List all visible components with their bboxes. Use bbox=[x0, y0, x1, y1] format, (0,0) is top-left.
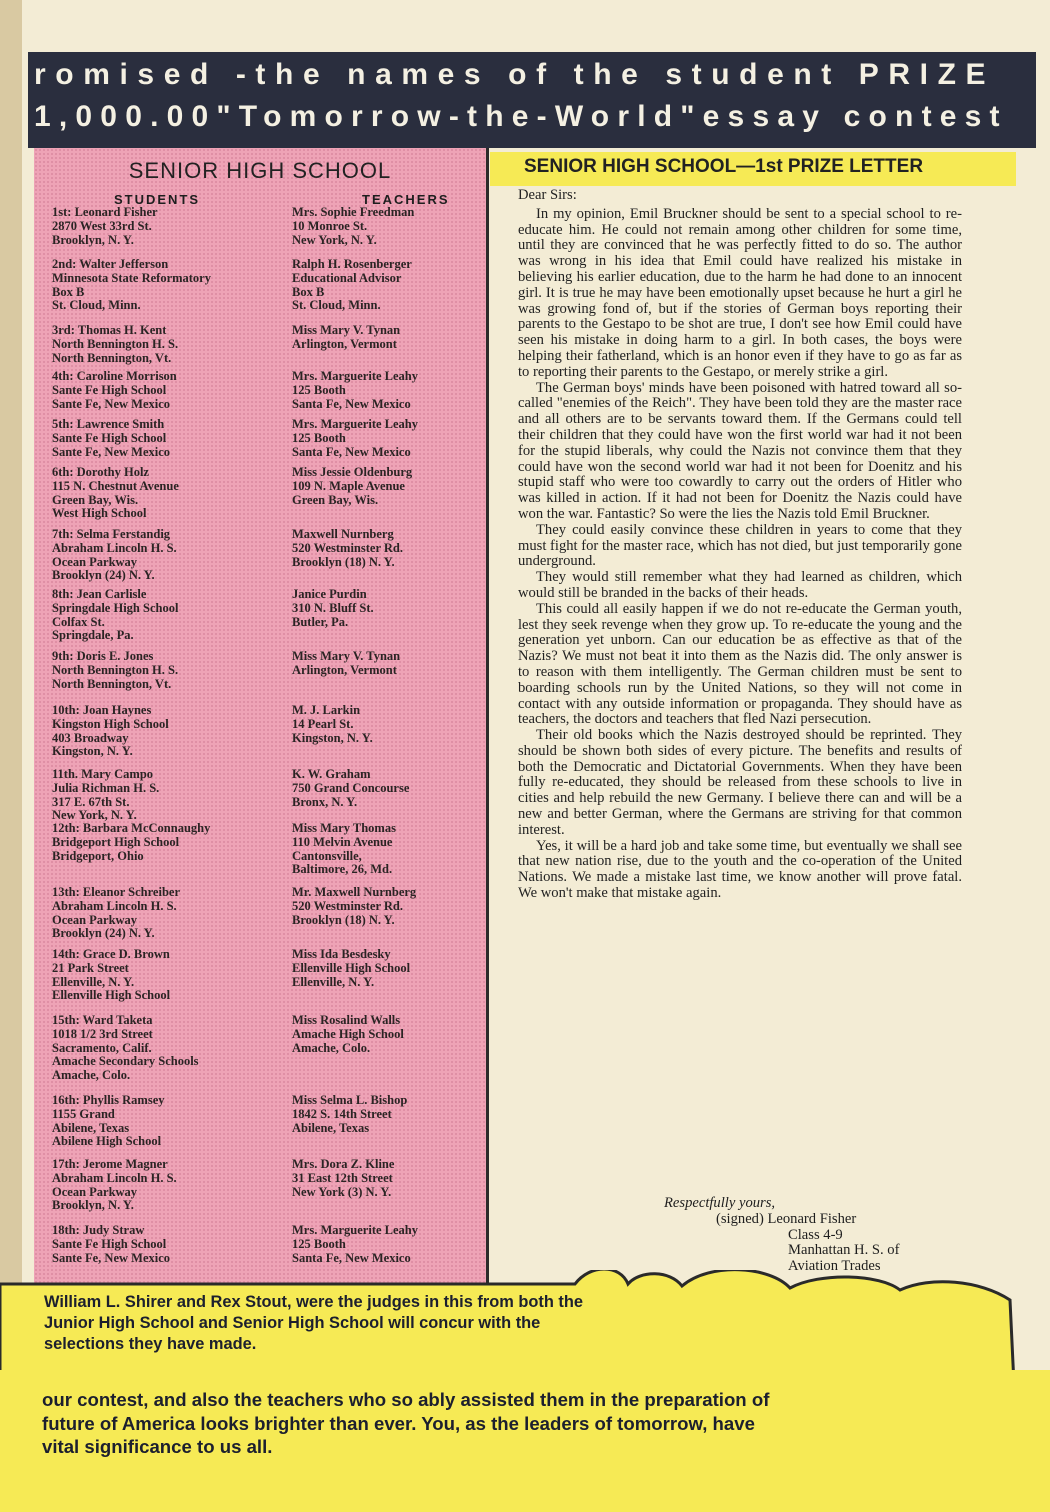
teacher-entry: Miss Selma L. Bishop 1842 S. 14th Street Abilene, Texas bbox=[292, 1093, 408, 1135]
teacher-entry: Miss Rosalind Walls Amache High School Amache, Colo. bbox=[292, 1013, 404, 1055]
letter-school-line-1: Manhattan H. S. of bbox=[788, 1242, 900, 1259]
student-entry: 5th: Lawrence Smith Sante Fe High School Sante Fe, New Mexico bbox=[52, 417, 171, 459]
student-entry: 2nd: Walter Jefferson Minnesota State Reformatory Box B St. Cloud, Minn. bbox=[52, 257, 211, 313]
letter-paragraph: This could all easily happen if we do not re-educate the German youth, lest they seek revenge when they grow up. To re-educate the young and the generation yet unborn. Can our education be as effective as that of the Nazis? We must not beat it into them as the Nazis did. The only answer is to reason with them intelligently. The German children must be sent to boarding schools run by the United Nations, so they will not come in contact with any outside information or propaganda. They should have as teachers, the doctors and teachers that fled Nazi persecution. bbox=[518, 600, 962, 728]
teacher-entry: Mrs. Marguerite Leahy 125 Booth Santa Fe, New Mexico bbox=[292, 417, 419, 459]
letter-school-line-2: Aviation Trades bbox=[788, 1258, 881, 1275]
teacher-entry: Mrs. Marguerite Leahy 125 Booth Santa Fe, New Mexico bbox=[292, 369, 419, 411]
letter-closing: Respectfully yours, bbox=[664, 1195, 776, 1211]
letter-heading-band bbox=[490, 152, 1016, 186]
student-entry: 12th: Barbara McConnaughy Bridgeport High School Bridgeport, Ohio bbox=[52, 821, 211, 863]
closing-message-line-1: our contest, and also the teachers who so ably assisted them in the preparation of bbox=[42, 1389, 770, 1410]
letter-signed: (signed) Leonard Fisher bbox=[716, 1210, 857, 1227]
judges-note: William L. Shirer and Rex Stout, were the judges in this from both the Junior High School and Senior High School will concur with the selections they have made. bbox=[44, 1293, 583, 1353]
winners-panel-title: SENIOR HIGH SCHOOL bbox=[128, 158, 392, 183]
letter-paragraph: They could easily convince these children in years to come that they must fight for the master race, which has not died, but just temporarily gone underground. bbox=[518, 521, 962, 570]
student-entry: 10th: Joan Haynes Kingston High School 403 Broadway Kingston, N. Y. bbox=[52, 703, 169, 759]
student-entry: 18th: Judy Straw Sante Fe High School Sante Fe, New Mexico bbox=[52, 1223, 171, 1265]
student-entry: 11th. Mary Campo Julia Richman H. S. 317 E. 67th St. New York, N. Y. bbox=[52, 767, 160, 823]
closing-message-line-2: future of America looks brighter than ever. You, as the leaders of tomorrow, have bbox=[42, 1412, 755, 1434]
students-column-header: STUDENTS bbox=[114, 192, 201, 207]
teacher-entry: Miss Ida Besdesky Ellenville High School Ellenville, N. Y. bbox=[292, 947, 411, 989]
teacher-entry: Miss Mary V. Tynan Arlington, Vermont bbox=[292, 649, 401, 677]
teacher-entry: M. J. Larkin 14 Pearl St. Kingston, N. Y. bbox=[292, 703, 373, 745]
prize-letter bbox=[518, 188, 962, 902]
student-entry: 15th: Ward Taketa 1018 1/2 3rd Street Sacramento, Calif. Amache Secondary Schools Amache, Colo. bbox=[52, 1013, 199, 1083]
student-entry: 4th: Caroline Morrison Sante Fe High School Sante Fe, New Mexico bbox=[52, 369, 177, 411]
student-entry: 16th: Phyllis Ramsey 1155 Grand Abilene, Texas Abilene High School bbox=[52, 1093, 165, 1149]
teacher-entry: K. W. Graham 750 Grand Concourse Bronx, N. Y. bbox=[292, 767, 410, 809]
winners-panel bbox=[34, 148, 489, 1284]
student-entry: 3rd: Thomas H. Kent North Bennington H. S. North Bennington, Vt. bbox=[52, 323, 179, 365]
letter-heading: SENIOR HIGH SCHOOL—1st PRIZE LETTER bbox=[524, 156, 924, 177]
headline-line-1: romised -the names of the student PRIZE bbox=[34, 58, 996, 91]
teacher-entry: Miss Mary Thomas 110 Melvin Avenue Cantonsville, Baltimore, 26, Md. bbox=[292, 821, 396, 877]
student-entry: 9th: Doris E. Jones North Bennington H. S. North Bennington, Vt. bbox=[52, 649, 179, 691]
letter-paragraph: Their old books which the Nazis destroyed should be reprinted. They should be shown both sides of every picture. The benefits and results of both the Democratic and Dictatorial Governments. When they have been fully re-educated, they should be released from these schools to live in cities and help rebuild the new Germany. I believe there can and will be a new and better German, where the Germans are striving for that common interest. bbox=[518, 727, 962, 838]
letter-paragraph: In my opinion, Emil Bruckner should be sent to a special school to re-educate him. He could not remain among other children for some time, until they are convinced that he was perfectly fitted to do so. The author was wrong in his idea that Emil could have realized his mistake in believing his earlier education, due to the harm he had done to an innocent girl. It is true he may have been emotionally upset because he hurt a girl he was growing fond of, but if the stories of German boys reporting their parents to the Gestapo to be shot are true, I don't see how Emil could have seen his mistake in doing harm to a girl. In both cases, the boys were helping their fatherland, which is an honor even if they have to go as far as to reporting their parents to the Gestapo, or merely strike a girl. bbox=[518, 205, 962, 380]
letter-greeting: Dear Sirs: bbox=[518, 187, 577, 203]
closing-message-line-3: vital significance to us all. bbox=[42, 1436, 273, 1457]
student-entry: 14th: Grace D. Brown 21 Park Street Ellenville, N. Y. Ellenville High School bbox=[52, 947, 171, 1003]
student-entry: 6th: Dorothy Holz 115 N. Chestnut Avenue Green Bay, Wis. West High School bbox=[52, 465, 179, 521]
letter-paragraph: They would still remember what they had learned as children, which would still be branded in the backs of their heads. bbox=[518, 569, 962, 601]
student-entry: 1st: Leonard Fisher 2870 West 33rd St. Brooklyn, N. Y. bbox=[52, 205, 158, 247]
teacher-entry: Miss Jessie Oldenburg 109 N. Maple Avenue Green Bay, Wis. bbox=[292, 465, 413, 507]
teacher-entry: Mr. Maxwell Nurnberg 520 Westminster Rd. Brooklyn (18) N. Y. bbox=[292, 885, 417, 927]
student-entry: 17th: Jerome Magner Abraham Lincoln H. S. Ocean Parkway Brooklyn, N. Y. bbox=[52, 1157, 177, 1213]
student-entry: 7th: Selma Ferstandig Abraham Lincoln H. S. Ocean Parkway Brooklyn (24) N. Y. bbox=[52, 527, 177, 583]
teacher-entry: Maxwell Nurnberg 520 Westminster Rd. Brooklyn (18) N. Y. bbox=[292, 527, 403, 569]
letter-paragraph: The German boys' minds have been poisoned with hatred toward all so-called "enemies of the Reich". They have been told they are the master race and all others are to be servants toward them. If the Germans could tell their children that they could have won the first world war had it not been for the stupid liberals, why could the Nazis not convince them that they could have won the second world war had it not been for Doenitz and his stupid staff who were too cowardly to carry out the orders of Hitler who was killed in action. If it had not been for Doenitz the Nazis could have won the war. Fantastic? So were the lies the Nazis told Emil Bruckner. bbox=[518, 379, 962, 522]
student-entry: 13th: Eleanor Schreiber Abraham Lincoln H. S. Ocean Parkway Brooklyn (24) N. Y. bbox=[52, 885, 181, 941]
headline-line-2: 1,000.00"Tomorrow-the-World"essay contest bbox=[34, 100, 1008, 133]
teacher-entry: Miss Mary V. Tynan Arlington, Vermont bbox=[292, 323, 401, 351]
student-entry: 8th: Jean Carlisle Springdale High School Colfax St. Springdale, Pa. bbox=[52, 587, 179, 643]
letter-signature-block bbox=[664, 1196, 899, 1275]
teacher-entry: Mrs. Dora Z. Kline 31 East 12th Street New York (3) N. Y. bbox=[292, 1157, 395, 1199]
letter-paragraph: Yes, it will be a hard job and take some time, but eventually we shall see that new nation rise, due to the youth and the co-operation of the United Nations. We made a mistake last time, we know another will prove fatal. We won't make that mistake again. bbox=[518, 837, 962, 902]
teacher-entry: Ralph H. Rosenberger Educational Advisor Box B St. Cloud, Minn. bbox=[292, 257, 412, 313]
teachers-column-header: TEACHERS bbox=[362, 192, 450, 207]
teacher-entry: Mrs. Sophie Freedman 10 Monroe St. New York, N. Y. bbox=[292, 205, 415, 247]
teacher-entry: Mrs. Marguerite Leahy 125 Booth Santa Fe, New Mexico bbox=[292, 1223, 419, 1265]
headline-banner bbox=[28, 52, 1036, 148]
closing-message bbox=[42, 1388, 1002, 1459]
teacher-entry: Janice Purdin 310 N. Bluff St. Butler, Pa. bbox=[292, 587, 374, 629]
letter-class: Class 4-9 bbox=[788, 1226, 843, 1243]
